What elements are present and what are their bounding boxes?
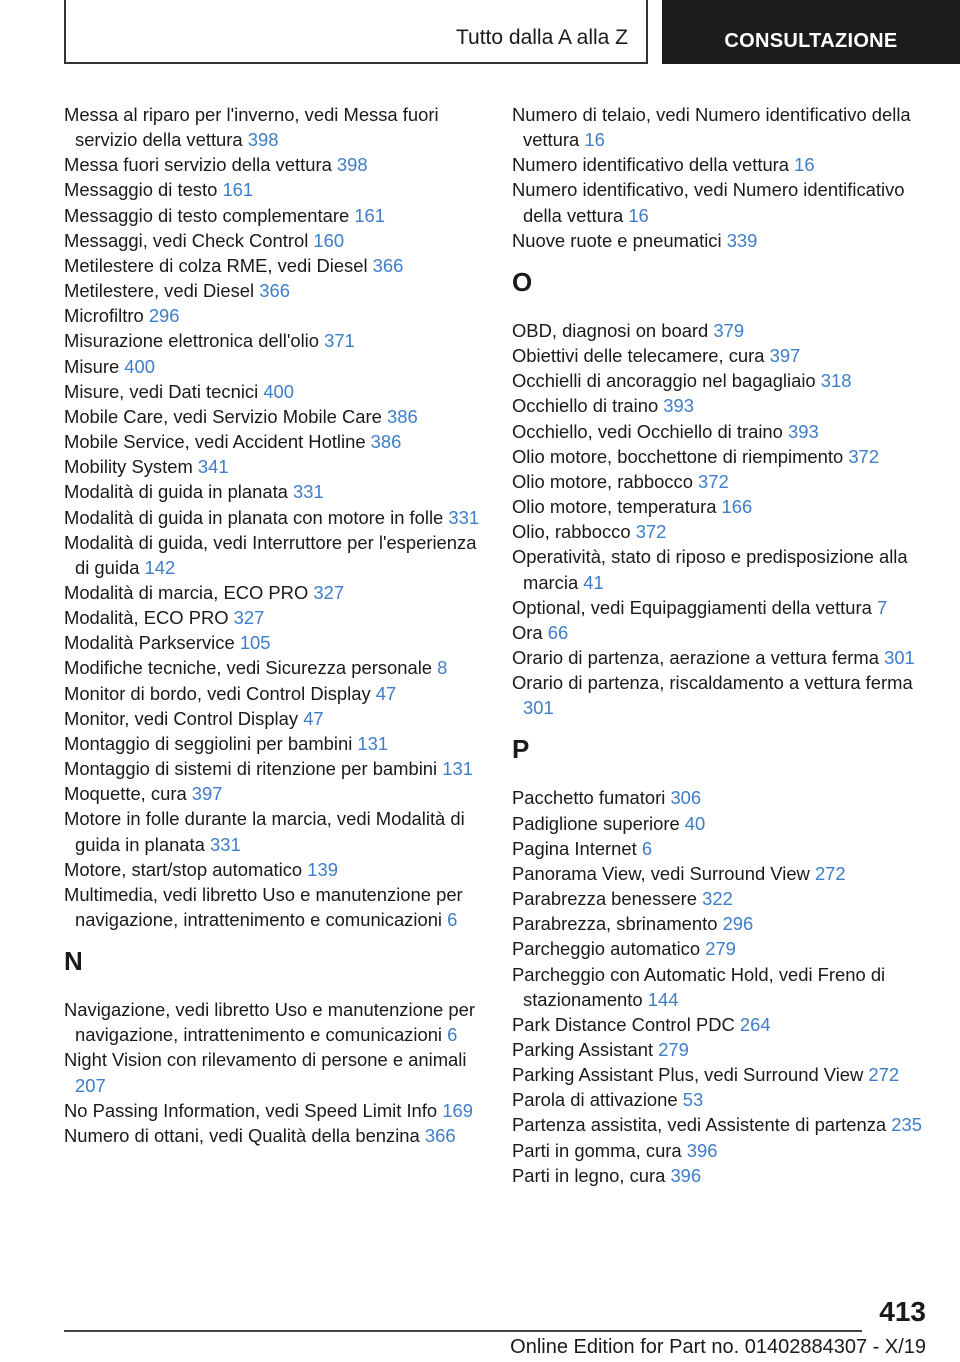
index-entry-text: Misure, vedi Dati tecnici: [64, 380, 264, 402]
page-link[interactable]: 161: [354, 204, 385, 226]
index-entry-text: Metilestere, vedi Diesel: [64, 280, 260, 302]
index-entry: [512, 1062, 930, 1087]
index-entry: [64, 806, 482, 856]
index-entry-text: Parti in gomma, cura: [512, 1139, 687, 1161]
section-title: Tutto dalla A alla Z: [456, 26, 628, 49]
index-entry: [512, 670, 930, 720]
index-entry: [512, 1037, 930, 1062]
index-entry: [512, 1138, 930, 1163]
index-entry-text: Misure: [64, 355, 125, 377]
index-entry: [64, 605, 482, 630]
index-entry: [64, 177, 482, 202]
page-link[interactable]: 207: [75, 1074, 106, 1096]
index-entry-text: Parking Assistant Plus, vedi Surround View: [512, 1064, 869, 1086]
index-letter-heading: N: [64, 946, 83, 977]
page-link[interactable]: 66: [547, 621, 569, 643]
index-entry: [64, 328, 482, 353]
index-entry-text: Padiglione superiore: [512, 812, 685, 834]
index-entry-text: Olio, rabbocco: [512, 521, 636, 543]
index-entry: [512, 886, 930, 911]
index-entry: [512, 544, 930, 594]
index-entry-text: Numero identificativo, vedi Numero identificativo della vettura: [512, 179, 905, 226]
page-link[interactable]: 372: [635, 521, 667, 543]
footer-divider: [64, 1330, 862, 1332]
page-link[interactable]: 366: [372, 254, 404, 276]
page-link[interactable]: 400: [124, 355, 155, 377]
index-entry: [64, 102, 482, 152]
index-entry: [512, 228, 930, 253]
page-link[interactable]: 47: [375, 682, 397, 704]
index-entry: [64, 580, 482, 605]
page-link[interactable]: 6: [641, 837, 653, 859]
index-entry: [64, 152, 482, 177]
index-entry-text: Modalità di marcia, ECO PRO: [64, 581, 314, 603]
index-entry-text: Modifiche tecniche, vedi Sicurezza personale: [64, 657, 438, 679]
index-entry: [512, 595, 930, 620]
index-entry-text: Navigazione, vedi libretto Uso e manutenzione per navigazione, intrattenimento e comunicazioni: [64, 999, 475, 1046]
index-entry-text: Night Vision con rilevamento di persone e animali: [64, 1049, 467, 1071]
index-entry-text: Mobility System: [64, 456, 198, 478]
index-entry: [64, 530, 482, 580]
index-entry-text: Operatività, stato di riposo e predisposizione alla marcia: [512, 546, 908, 593]
page-link[interactable]: 131: [442, 758, 473, 780]
page-link[interactable]: 41: [583, 571, 604, 593]
index-entry-text: Multimedia, vedi libretto Uso e manutenzione per navigazione, intrattenimento e comunicazioni: [64, 883, 463, 930]
page-link[interactable]: 53: [682, 1089, 704, 1111]
index-entry: [512, 911, 930, 936]
page-link[interactable]: 16: [628, 204, 649, 226]
page-link[interactable]: 331: [209, 833, 241, 855]
index-entry-text: Parking Assistant: [512, 1039, 659, 1060]
index-letter-heading: O: [512, 266, 533, 297]
index-entry: [512, 861, 930, 886]
index-entry: [64, 1047, 482, 1097]
index-entry: [512, 177, 930, 227]
page-link[interactable]: 341: [197, 456, 229, 478]
page-link[interactable]: 301: [884, 646, 915, 668]
page-link[interactable]: 379: [713, 319, 745, 341]
index-entry: [512, 494, 930, 519]
page-link[interactable]: 142: [144, 556, 176, 578]
index-entry: [64, 731, 482, 756]
index-entry: [64, 681, 482, 706]
index-entry: [64, 1123, 482, 1148]
index-entry-text: Mobile Service, vedi Accident Hotline: [64, 431, 371, 453]
index-entry-text: Partenza assistita, vedi Assistente di partenza: [512, 1114, 892, 1136]
index-entry-text: Messaggio di testo complementare: [64, 204, 355, 226]
index-entry-text: OBD, diagnosi on board: [512, 319, 714, 341]
header-frame: [64, 0, 648, 64]
index-entry: [64, 882, 482, 932]
page-link[interactable]: 105: [239, 632, 271, 654]
index-entry-text: Monitor di bordo, vedi Control Display: [64, 682, 376, 704]
page-link[interactable]: 400: [263, 380, 294, 402]
index-entry-text: Numero di telaio, vedi Numero identificativo della vettura: [512, 104, 911, 151]
index-entry-text: Montaggio di sistemi di ritenzione per bambini: [64, 758, 443, 780]
page-link[interactable]: 6: [447, 1024, 458, 1046]
index-entry: [512, 318, 930, 343]
page-link[interactable]: 301: [523, 697, 554, 719]
index-entry-text: Mobile Care, vedi Servizio Mobile Care: [64, 405, 387, 427]
index-entry: [64, 253, 482, 278]
index-entry-text: Pacchetto fumatori: [512, 787, 671, 809]
page-link[interactable]: 272: [868, 1064, 900, 1086]
page-link[interactable]: 144: [647, 988, 679, 1010]
edition-info: Online Edition for Part no. 01402884307 - X/19: [510, 1336, 926, 1358]
page-link[interactable]: 161: [222, 179, 254, 201]
page-link[interactable]: 386: [387, 405, 418, 427]
index-entry-text: Messaggio di testo: [64, 179, 223, 201]
page-link[interactable]: 327: [233, 607, 265, 629]
index-entry-text: Parabrezza, sbrinamento: [512, 913, 723, 935]
index-entry-text: Numero identificativo della vettura: [512, 154, 795, 176]
index-entry-text: Parti in legno, cura: [512, 1164, 671, 1186]
page-link[interactable]: 169: [442, 1099, 473, 1121]
index-entry-text: Messa al riparo per l'inverno, vedi Messa fuori servizio della vettura: [64, 104, 439, 151]
index-entry-text: Montaggio di seggiolini per bambini: [64, 732, 358, 754]
page-number: 413: [879, 1296, 926, 1327]
index-column-left: [64, 102, 482, 1148]
page-link[interactable]: 372: [698, 470, 729, 492]
index-entry-text: Parcheggio automatico: [512, 938, 706, 960]
index-entry-text: No Passing Information, vedi Speed Limit Info: [64, 1099, 443, 1121]
index-entry: [64, 303, 482, 328]
page-link[interactable]: 272: [814, 862, 846, 884]
index-entry-text: Occhiello di traino: [512, 395, 664, 417]
page-link[interactable]: 398: [247, 129, 279, 151]
page-link[interactable]: 139: [307, 858, 338, 880]
index-entry-text: Pagina Internet: [512, 837, 642, 859]
index-column-right: [512, 102, 930, 1188]
page-link[interactable]: 40: [684, 812, 706, 834]
index-entry-text: Olio motore, temperatura: [512, 496, 722, 518]
index-entry: [64, 354, 482, 379]
page-link[interactable]: 393: [663, 395, 694, 417]
index-entry: [512, 1087, 930, 1112]
page-link[interactable]: 366: [259, 280, 290, 302]
page-link[interactable]: 339: [726, 229, 758, 251]
page-link[interactable]: 371: [324, 330, 355, 352]
index-entry-text: Ora: [512, 621, 548, 643]
index-entry-text: Modalità, ECO PRO: [64, 607, 234, 629]
index-entry: [64, 228, 482, 253]
index-entry: [512, 102, 930, 152]
index-entry-text: Olio motore, rabbocco: [512, 470, 699, 492]
index-entry-text: Olio motore, bocchettone di riempimento: [512, 445, 849, 467]
chapter-tab-label: CONSULTAZIONE: [724, 29, 898, 52]
index-entry: [64, 379, 482, 404]
index-entry: [512, 152, 930, 177]
page-link[interactable]: 386: [370, 431, 402, 453]
index-entry: [512, 1163, 930, 1188]
index-entry: [512, 785, 930, 810]
index-entry-text: Modalità di guida in planata: [64, 481, 294, 503]
page-link[interactable]: 16: [584, 129, 605, 151]
index-entry: [64, 454, 482, 479]
page-link[interactable]: 327: [313, 581, 345, 603]
index-entry: [512, 444, 930, 469]
page-link[interactable]: 396: [670, 1164, 702, 1186]
index-entry-text: Orario di partenza, riscaldamento a vettura ferma: [512, 672, 913, 694]
page-link[interactable]: 279: [705, 938, 736, 960]
index-entry-text: Orario di partenza, aerazione a vettura ferma: [512, 646, 885, 668]
index-entry: [64, 404, 482, 429]
index-entry: [64, 203, 482, 228]
index-entry: [512, 419, 930, 444]
index-entry: [512, 519, 930, 544]
page-link[interactable]: 6: [447, 909, 458, 930]
index-entry: [512, 1112, 930, 1137]
page-link[interactable]: 279: [658, 1039, 689, 1060]
chapter-tab[interactable]: [662, 0, 960, 64]
page-link[interactable]: 7: [876, 596, 888, 618]
index-entry: [64, 505, 482, 530]
index-entry-text: Messa fuori servizio della vettura: [64, 154, 337, 176]
index-entry-text: Misurazione elettronica dell'olio: [64, 330, 325, 352]
index-entry-text: Motore, start/stop automatico: [64, 858, 308, 880]
page-link[interactable]: 393: [788, 420, 819, 442]
page-link[interactable]: 306: [670, 787, 702, 809]
index-entry: [512, 393, 930, 418]
index-entry: [512, 368, 930, 393]
page-link[interactable]: 296: [148, 305, 180, 327]
index-entry-text: Microfiltro: [64, 305, 149, 327]
page-link[interactable]: 322: [702, 888, 733, 910]
index-entry-text: Motore in folle durante la marcia, vedi Modalità di guida in planata: [64, 808, 465, 855]
index-entry-text: Monitor, vedi Control Display: [64, 707, 304, 729]
page-link[interactable]: 264: [739, 1013, 771, 1035]
index-entry-text: Parola di attivazione: [512, 1089, 683, 1111]
index-entry: [64, 479, 482, 504]
page-link[interactable]: 398: [336, 154, 368, 176]
index-entry-text: Modalità di guida, vedi Interruttore per l'esperienza di guida: [64, 531, 477, 578]
index-entry-text: Occhiello, vedi Occhiello di traino: [512, 420, 788, 442]
index-entry: [512, 936, 930, 961]
index-entry: [512, 620, 930, 645]
index-entry: [64, 781, 482, 806]
page-link[interactable]: 331: [293, 481, 324, 503]
page-link[interactable]: 397: [191, 783, 223, 805]
index-entry: [64, 857, 482, 882]
index-entry-text: Nuove ruote e pneumatici: [512, 229, 727, 251]
index-entry-text: Panorama View, vedi Surround View: [512, 862, 815, 884]
index-entry-text: Parcheggio con Automatic Hold, vedi Freno di stazionamento: [512, 963, 886, 1010]
index-entry-text: Parabrezza benessere: [512, 888, 703, 910]
page-link[interactable]: 166: [721, 496, 753, 518]
index-entry-text: Numero di ottani, vedi Qualità della benzina: [64, 1124, 425, 1146]
page-link[interactable]: 235: [891, 1114, 922, 1136]
index-entry: [512, 469, 930, 494]
page-link[interactable]: 160: [313, 229, 345, 251]
index-entry: [512, 836, 930, 861]
page-link[interactable]: 318: [820, 370, 852, 392]
index-entry-text: Optional, vedi Equipaggiamenti della vettura: [512, 596, 877, 618]
index-entry-text: Occhielli di ancoraggio nel bagagliaio: [512, 370, 821, 392]
page-link[interactable]: 366: [424, 1124, 456, 1146]
page-link[interactable]: 331: [448, 506, 480, 528]
index-entry: [512, 811, 930, 836]
page-link[interactable]: 397: [769, 345, 801, 367]
index-entry-text: Moquette, cura: [64, 783, 192, 805]
page-link[interactable]: 372: [848, 445, 879, 467]
index-entry: [64, 429, 482, 454]
index-entry: [64, 655, 482, 680]
index-entry: [64, 630, 482, 655]
index-entry-text: Modalità di guida in planata con motore in folle: [64, 506, 449, 528]
index-entry: [64, 278, 482, 303]
page-link[interactable]: 8: [437, 657, 448, 679]
page-link[interactable]: 47: [303, 707, 324, 729]
index-entry: [64, 1098, 482, 1123]
page-link[interactable]: 131: [357, 732, 389, 754]
index-letter-heading: P: [512, 734, 530, 765]
index-entry-text: Metilestere di colza RME, vedi Diesel: [64, 254, 373, 276]
index-entry: [512, 1012, 930, 1037]
page-link[interactable]: 396: [686, 1139, 718, 1161]
index-entry: [512, 962, 930, 1012]
index-entry-text: Messaggi, vedi Check Control: [64, 229, 314, 251]
index-entry: [64, 706, 482, 731]
index-entry-text: Modalità Parkservice: [64, 632, 240, 654]
index-entry: [64, 997, 482, 1047]
index-entry: [64, 756, 482, 781]
page-link[interactable]: 296: [722, 913, 754, 935]
index-entry: [512, 645, 930, 670]
page-link[interactable]: 16: [794, 154, 815, 176]
index-entry: [512, 343, 930, 368]
index-entry-text: Park Distance Control PDC: [512, 1013, 740, 1035]
index-entry-text: Obiettivi delle telecamere, cura: [512, 345, 770, 367]
